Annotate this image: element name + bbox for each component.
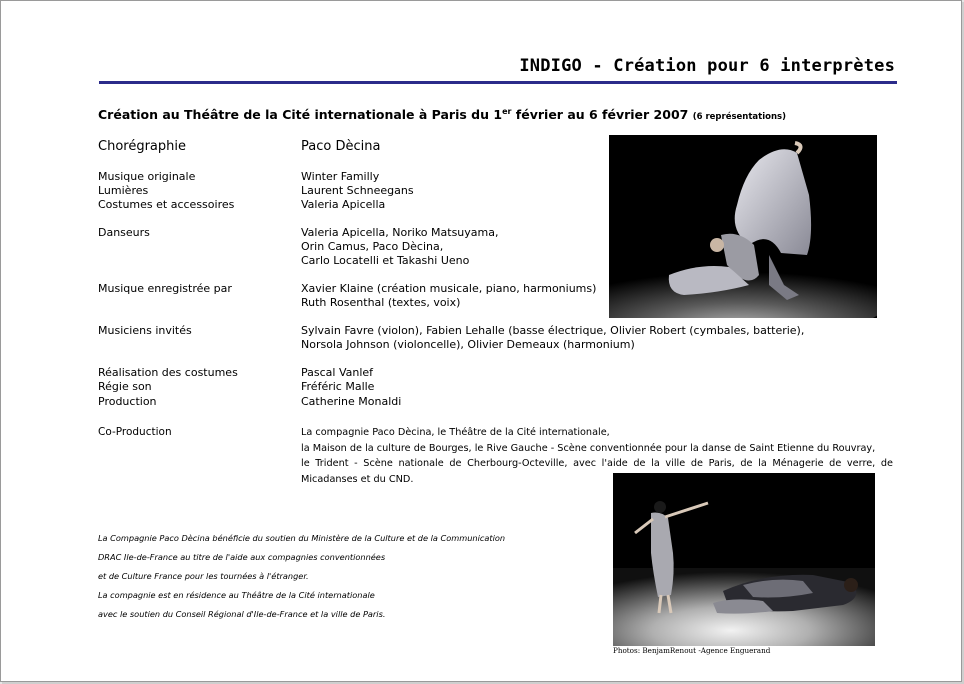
support-footer [98,529,505,624]
credit-value-danseurs-1: Valeria Apicella, Noriko Matsuyama, [301,226,499,239]
credit-value-lumieres: Laurent Schneegans [301,184,414,197]
coproduction-line: la Maison de la culture de Bourges, le Rive Gauche - Scène conventionnée pour la danse de Saint Etienne du Rouvray, [301,442,876,454]
credit-label-choregraphie: Chorégraphie [98,139,186,154]
credit-label-costumes: Costumes et accessoires [98,198,235,211]
credit-label-realisation: Réalisation des costumes [98,366,238,379]
credit-value-costumes: Valeria Apicella [301,198,386,211]
title-rule [99,81,897,84]
credit-value-enregistree-2: Ruth Rosenthal (textes, voix) [301,296,461,309]
credit-value-danseurs-3: Carlo Locatelli et Takashi Ueno [301,254,470,267]
dance-photo-2 [613,473,875,646]
page-title: INDIGO - Création pour 6 interprètes [519,56,895,76]
credit-label-enregistree: Musique enregistrée par [98,282,232,295]
credit-value-enregistree-1: Xavier Klaine (création musicale, piano, harmoniums) [301,282,597,295]
credit-label-danseurs: Danseurs [98,226,150,239]
credit-value-regie: Fréféric Malle [301,380,375,393]
credit-label-lumieres: Lumières [98,184,149,197]
coproduction-line: La compagnie Paco Dècina, le Théâtre de la Cité internationale, [301,427,610,438]
credit-value-danseurs-2: Orin Camus, Paco Dècina, [301,240,444,253]
credit-value-realisation: Pascal Vanlef [301,366,374,379]
credit-value-choregraphie: Paco Dècina [301,139,381,154]
coproduction-line: le Trident - Scène nationale de Cherbourg-Octeville, avec l'aide de la ville de Paris, de la Ménagerie de verre, de Micadanses et du CND. [301,458,893,485]
subtitle-note: (6 représentations) [692,112,786,123]
credit-value-musique: Winter Familly [301,170,380,183]
footer-line: et de Culture France pour les tournées à l'étranger. [98,571,309,581]
credit-label-musique: Musique originale [98,170,196,183]
footer-line: avec le soutien du Conseil Régional d'Ile-de-France et la ville de Paris. [98,609,386,619]
credit-label-musiciens: Musiciens invités [98,324,192,337]
subtitle-rest: février au 6 février 2007 [511,107,689,123]
photo-credit: Photos: BenjamRenout -Agence Enguerand [613,646,771,655]
credit-label-regie: Régie son [98,380,152,393]
credit-value-musiciens-2: Norsola Johnson (violoncelle), Olivier Demeaux (harmonium) [301,338,635,351]
footer-line: La Compagnie Paco Dècina bénéficie du soutien du Ministère de la Culture et de la Communication [98,533,506,543]
dance-photo-1 [609,135,877,318]
credit-label-coproduction: Co-Production [98,426,172,438]
creation-subtitle [98,107,786,122]
footer-line: La compagnie est en résidence au Théâtre de la Cité internationale [98,590,375,600]
credit-value-musiciens-1: Sylvain Favre (violon), Fabien Lehalle (basse électrique, Olivier Robert (cymbales, batterie), [301,324,805,337]
subtitle-sup: er [502,107,512,116]
footer-line: DRAC Ile-de-France au titre de l'aide aux compagnies conventionnées [98,552,386,562]
subtitle-main: Création au Théâtre de la Cité internationale à Paris du 1 [98,107,503,123]
credit-label-production: Production [98,395,157,408]
credit-value-production: Catherine Monaldi [301,395,402,408]
